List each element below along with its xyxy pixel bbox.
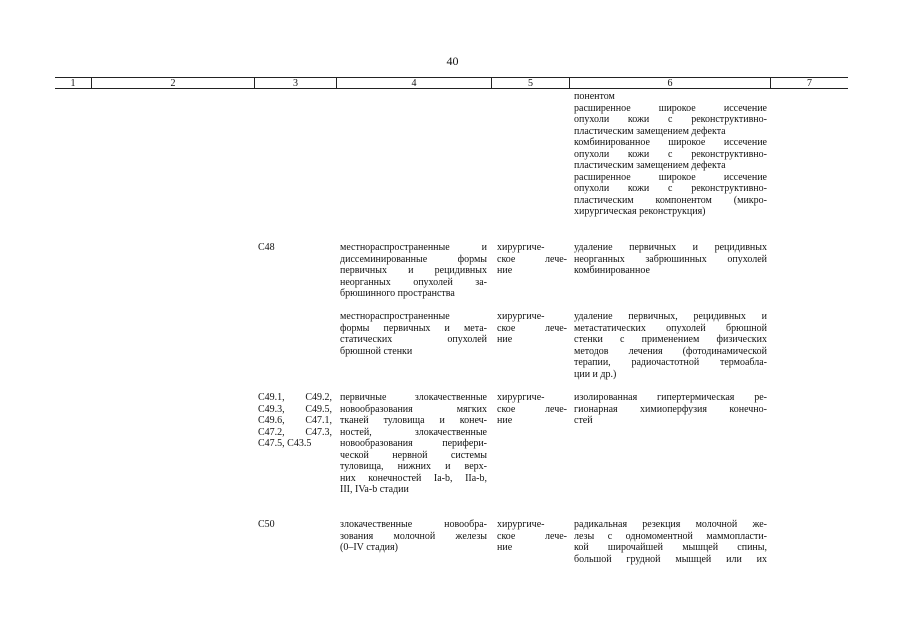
header-col-4: 4 (336, 78, 491, 89)
header-col-2: 2 (91, 78, 254, 89)
row-treatment-type: хирургиче- ское лече- ние (497, 242, 567, 276)
table-header (55, 77, 848, 89)
row-diagnosis: первичные злокачественные новообразования мягких тканей туловища и конеч- ностей, злокачественные новообразования перифери- ческой нервной системы туловища, нижних и верх- них конечностей Ia-b, IIa-b, III, IVa-b стадии (340, 392, 487, 495)
row-code: C50 (258, 519, 275, 530)
row-treatment-type: хирургиче- ское лече- ние (497, 392, 567, 426)
method-continuation: понентом расширенное широкое иссечение опухоли кожи с реконструктивно- пластическим замещением дефекта комбинированное широкое иссечение опухоли кожи с реконструктивно- пластическим замещением дефекта расширенное широкое иссечение опухоли кожи с реконструктивно- пластическим компонентом (микро- хирургическая реконструкция) (574, 91, 767, 217)
header-col-1: 1 (70, 78, 76, 89)
row-method: удаление первичных, рецидивных и метастатических опухолей брюшной стенки с применением физических методов лечения (фотодинамической терапии, радиочастотной термоабла- ции и др.) (574, 311, 767, 380)
row-diagnosis: злокачественные новообра- зования молочной железы (0–IV стадия) (340, 519, 487, 553)
row-diagnosis: местнораспространенные формы первичных и мета- статических опухолей брюшной стенки (340, 311, 487, 357)
row-treatment-type: хирургиче- ское лече- ние (497, 311, 567, 345)
header-col-7: 7 (770, 78, 848, 89)
row-method: изолированная гипертермическая ре- гионарная химиоперфузия конечно- стей (574, 392, 767, 426)
row-treatment-type: хирургиче- ское лече- ние (497, 519, 567, 553)
header-col-6: 6 (569, 78, 770, 89)
row-code: C49.1, C49.2, C49.3, C49.5, C49.6, C47.1, C47.2, C47.3, C47.5, C43.5 (258, 392, 332, 449)
header-col-3: 3 (254, 78, 336, 89)
row-method: радикальная резекция молочной же- лезы с одномоментной маммопласти- кой широчайшей мышцей спины, большой грудной мышцей или их (574, 519, 767, 565)
row-code: C48 (258, 242, 275, 253)
row-diagnosis: местнораспространенные и диссеминированные формы первичных и рецидивных неорганных опухолей за- брюшинного пространства (340, 242, 487, 299)
header-col-5: 5 (491, 78, 569, 89)
page-number: 40 (446, 54, 459, 68)
row-method: удаление первичных и рецидивных неорганных забрюшинных опухолей комбинированное (574, 242, 767, 276)
